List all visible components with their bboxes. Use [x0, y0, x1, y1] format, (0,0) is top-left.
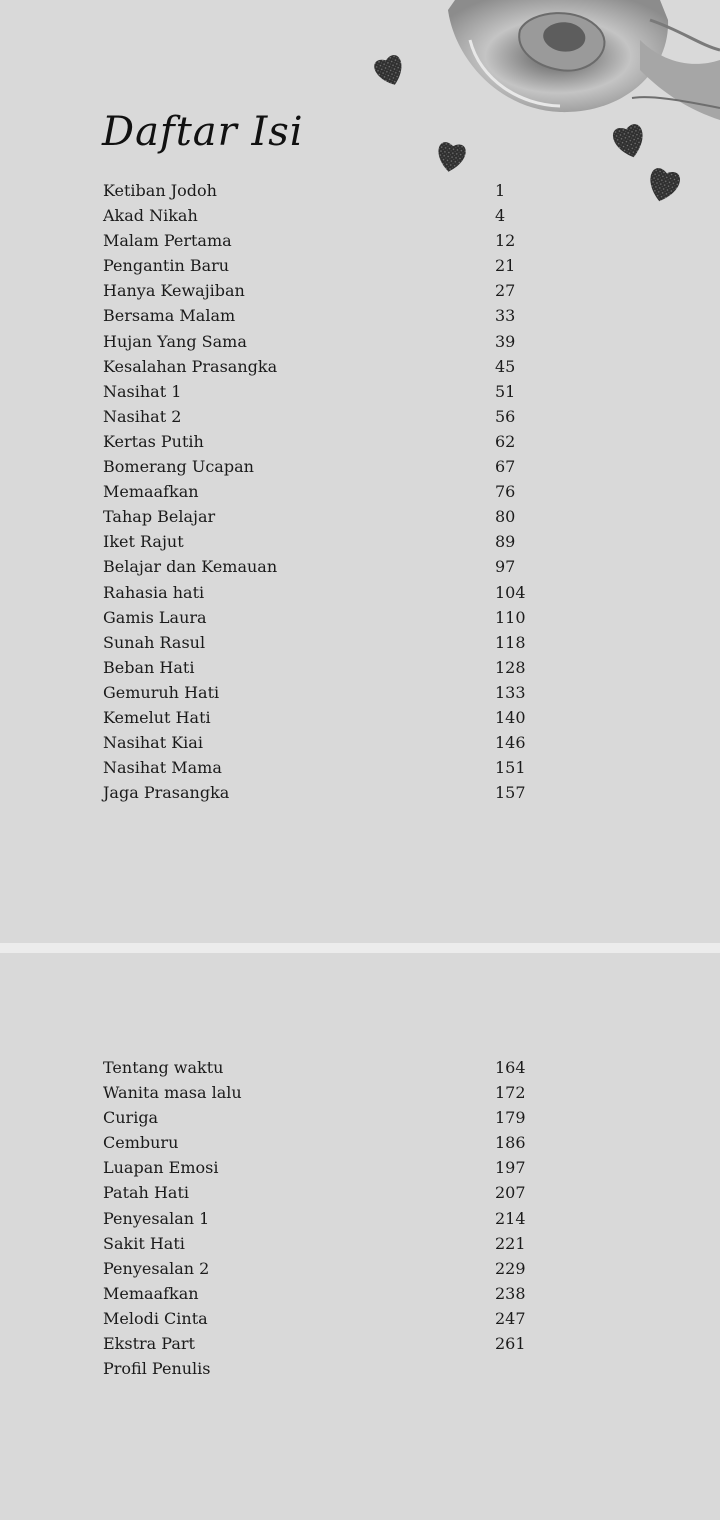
toc-entry-title: Nasihat 2 — [103, 406, 182, 426]
toc-entry-title: Memaafkan — [103, 1283, 199, 1303]
toc-entry-page: 164 — [495, 1058, 526, 1077]
toc-entry-page: 12 — [495, 231, 516, 251]
toc-entry — [103, 730, 563, 755]
toc-entry — [103, 1281, 563, 1306]
toc-entry — [103, 630, 563, 655]
toc-entry — [103, 178, 563, 203]
toc-entry-title: Gamis Laura — [103, 607, 207, 627]
toc-entry-title: Ketiban Jodoh — [103, 181, 217, 200]
toc-entry-title: Bersama Malam — [103, 306, 236, 326]
toc-entry-title: Belajar dan Kemauan — [103, 557, 278, 577]
toc-entry — [103, 780, 563, 805]
toc-entry-title: Sunah Rasul — [103, 632, 206, 652]
toc-entry-title: Penyesalan 1 — [103, 1208, 210, 1228]
toc-entry-title: Hanya Kewajiban — [103, 281, 245, 301]
toc-entry — [103, 404, 563, 429]
toc-entry — [103, 680, 563, 705]
toc-entry-title: Kertas Putih — [103, 431, 204, 451]
toc-entry — [103, 1356, 563, 1381]
rose-icon — [448, 0, 720, 120]
toc-entry — [103, 504, 563, 529]
toc-entry — [103, 253, 563, 278]
toc-entry-title: Nasihat Mama — [103, 758, 222, 778]
toc-entry-title: Wanita masa lalu — [103, 1083, 242, 1103]
toc-entry — [103, 203, 563, 228]
toc-entry — [103, 1256, 563, 1281]
toc-entry — [103, 529, 563, 554]
toc-entry-page: 157 — [495, 783, 526, 803]
toc-entry-title: Nasihat Kiai — [103, 733, 203, 753]
toc-entry — [103, 605, 563, 630]
toc-entry-title: Memaafkan — [103, 482, 199, 502]
toc-list-page-1 — [103, 178, 563, 805]
toc-entry — [103, 554, 563, 579]
toc-entry-page: 229 — [495, 1258, 526, 1278]
toc-entry — [103, 429, 563, 454]
toc-entry-page: 67 — [495, 457, 516, 477]
toc-entry-title: Malam Pertama — [103, 231, 232, 251]
toc-entry-title: Cemburu — [103, 1133, 179, 1153]
toc-entry-title: Iket Rajut — [103, 532, 184, 552]
toc-entry-title: Curiga — [103, 1108, 159, 1128]
toc-entry-page: 207 — [495, 1183, 526, 1203]
toc-entry — [103, 1331, 563, 1356]
toc-entry-page: 179 — [495, 1108, 526, 1128]
toc-entry-page: 238 — [495, 1283, 526, 1303]
toc-entry-title: Tentang waktu — [103, 1058, 224, 1077]
toc-entry-page: 197 — [495, 1158, 526, 1178]
toc-entry-page: 4 — [495, 206, 506, 226]
toc-entry-title: Melodi Cinta — [103, 1308, 208, 1328]
toc-entry-title: Bomerang Ucapan — [103, 457, 254, 477]
toc-entry — [103, 580, 563, 605]
toc-entry-title: Jaga Prasangka — [103, 783, 230, 803]
toc-entry-page: 221 — [495, 1233, 526, 1253]
toc-entry — [103, 303, 563, 328]
toc-entry-title: Sakit Hati — [103, 1233, 185, 1253]
toc-list-page-2 — [103, 1055, 563, 1381]
toc-entry-page: 80 — [495, 507, 516, 527]
toc-entry-page: 151 — [495, 758, 526, 778]
toc-entry-page: 186 — [495, 1133, 526, 1153]
toc-entry-title: Pengantin Baru — [103, 256, 230, 276]
toc-entry — [103, 1080, 563, 1105]
toc-entry-title: Beban Hati — [103, 657, 195, 677]
toc-entry-page: 62 — [495, 431, 516, 451]
toc-entry-title: Kemelut Hati — [103, 707, 211, 727]
toc-entry-page: 1 — [495, 181, 506, 200]
toc-entry-page: 39 — [495, 331, 516, 351]
toc-entry — [103, 278, 563, 303]
toc-entry-page: 146 — [495, 733, 526, 753]
toc-entry-page: 56 — [495, 406, 516, 426]
toc-entry-title: Luapan Emosi — [103, 1158, 219, 1178]
toc-entry-page: 27 — [495, 281, 516, 301]
toc-entry — [103, 228, 563, 253]
toc-entry — [103, 655, 563, 680]
toc-entry — [103, 755, 563, 780]
toc-entry — [103, 1180, 563, 1205]
toc-entry — [103, 1231, 563, 1256]
toc-entry — [103, 479, 563, 504]
toc-entry — [103, 705, 563, 730]
toc-entry-page: 140 — [495, 707, 526, 727]
page-title: Daftar Isi — [102, 108, 304, 155]
toc-entry — [103, 1306, 563, 1331]
toc-entry — [103, 1155, 563, 1180]
toc-entry-page: 128 — [495, 657, 526, 677]
toc-entry — [103, 329, 563, 354]
toc-entry-page: 118 — [495, 632, 526, 652]
toc-entry-page: 45 — [495, 356, 516, 376]
toc-entry-page: 21 — [495, 256, 516, 276]
toc-entry — [103, 379, 563, 404]
toc-entry-page: 110 — [495, 607, 526, 627]
toc-entry-title: Ekstra Part — [103, 1334, 195, 1354]
toc-entry-title: Profil Penulis — [103, 1359, 211, 1379]
toc-entry-title: Patah Hati — [103, 1183, 189, 1203]
toc-entry — [103, 1206, 563, 1231]
toc-entry-title: Rahasia hati — [103, 582, 205, 602]
toc-entry-title: Penyesalan 2 — [103, 1258, 210, 1278]
toc-entry-title: Gemuruh Hati — [103, 682, 220, 702]
toc-entry-title: Hujan Yang Sama — [103, 331, 247, 351]
toc-entry-page: 51 — [495, 381, 516, 401]
toc-entry — [103, 1055, 563, 1080]
toc-entry-title: Akad Nikah — [103, 206, 198, 226]
toc-entry-page: 33 — [495, 306, 516, 326]
toc-entry — [103, 1130, 563, 1155]
toc-entry-page: 133 — [495, 682, 526, 702]
toc-entry-page: 214 — [495, 1208, 526, 1228]
toc-entry-page: 104 — [495, 582, 526, 602]
toc-entry-title: Nasihat 1 — [103, 381, 182, 401]
toc-entry-page: 247 — [495, 1308, 526, 1328]
toc-entry — [103, 1105, 563, 1130]
toc-entry-title: Tahap Belajar — [103, 507, 216, 527]
toc-entry — [103, 354, 563, 379]
toc-entry-page: 89 — [495, 532, 516, 552]
toc-entry — [103, 454, 563, 479]
toc-entry-title: Kesalahan Prasangka — [103, 356, 278, 376]
toc-entry-page: 261 — [495, 1334, 526, 1354]
toc-entry-page: 97 — [495, 557, 516, 577]
toc-entry-page: 172 — [495, 1083, 526, 1103]
toc-entry-page: 76 — [495, 482, 516, 502]
